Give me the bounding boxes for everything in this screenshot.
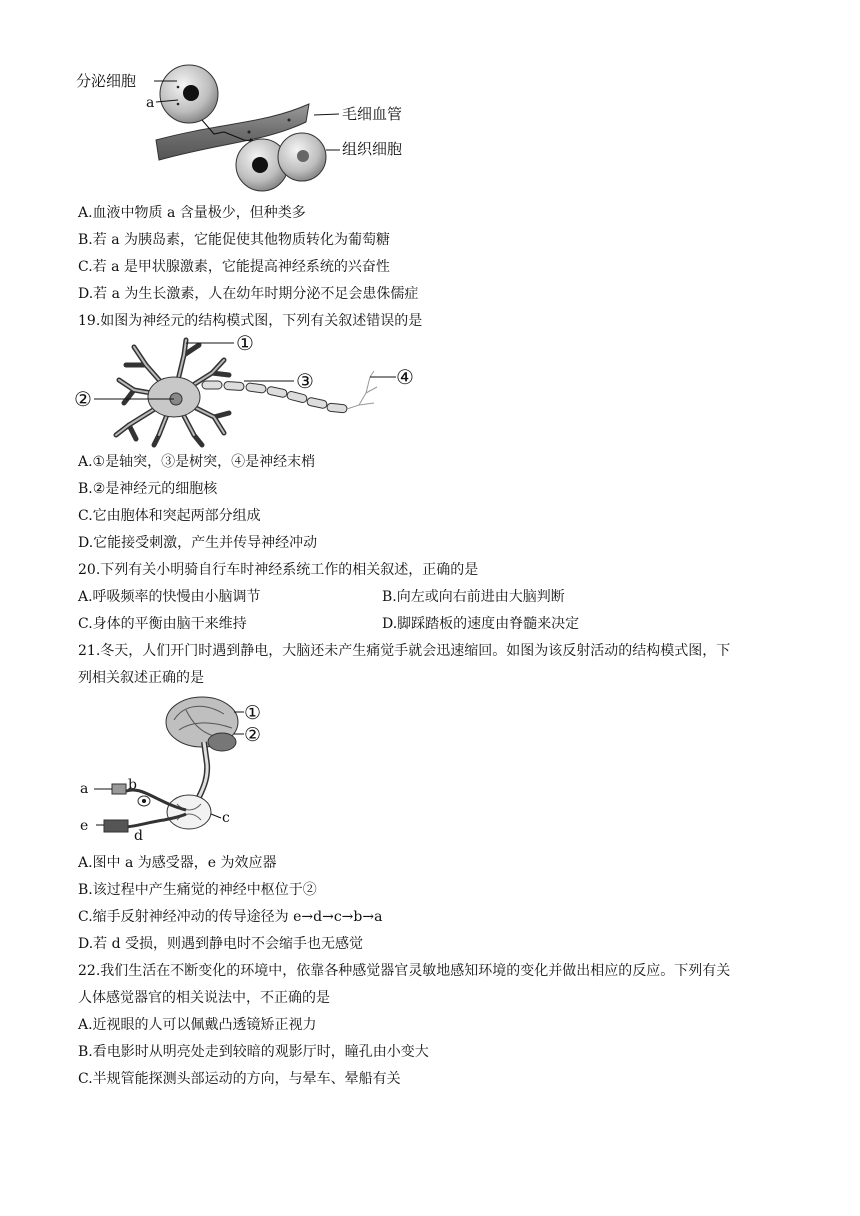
label-a: a — [146, 95, 155, 111]
q18-option-c: C.若 a 是甲状腺激素，它能提高神经系统的兴奋性 — [78, 259, 390, 275]
reflex-label-e: e — [80, 818, 89, 834]
q18-option-a: A.血液中物质 a 含量极少，但种类多 — [78, 205, 306, 221]
effector-shape — [104, 820, 128, 832]
q20-option-d: D.脚踩踏板的速度由脊髓来决定 — [382, 616, 580, 632]
neuron-label-1: ① — [236, 335, 254, 355]
figure-reflex-arc — [74, 692, 274, 844]
label-secretory-cell: 分泌细胞 — [76, 72, 137, 90]
q18-option-d: D.若 a 为生长激素，人在幼年时期分泌不足会患侏儒症 — [78, 286, 419, 302]
q20-stem: 20.下列有关小明骑自行车时神经系统工作的相关叙述，正确的是 — [78, 562, 479, 578]
figure-hormone-secretion — [74, 62, 444, 197]
q22-option-a: A.近视眼的人可以佩戴凸透镜矫正视力 — [78, 1017, 317, 1033]
q21-stem-line1: 21.冬天，人们开门时遇到静电，大脑还未产生痛觉手就会迅速缩回。如图为该反射活动的结构模式图，下 — [78, 643, 731, 659]
reflex-label-1: ① — [244, 702, 262, 724]
reflex-label-d: d — [134, 828, 143, 844]
q18-option-b: B.若 a 为胰岛素，它能促使其他物质转化为葡萄糖 — [78, 232, 390, 248]
q20-option-b: B.向左或向右前进由大脑判断 — [382, 589, 565, 605]
q19-option-a: A.①是轴突，③是树突，④是神经末梢 — [78, 454, 316, 470]
q22-stem-line2: 人体感觉器官的相关说法中，不正确的是 — [78, 990, 330, 1006]
reflex-label-c: c — [222, 810, 230, 826]
cerebellum-shape — [208, 733, 236, 751]
figure-neuron — [74, 335, 434, 450]
reflex-label-b: b — [128, 777, 137, 793]
receptor-shape — [112, 784, 126, 794]
q22-stem-line1: 22.我们生活在不断变化的环境中，依靠各种感觉器官灵敏地感知环境的变化并做出相应的反应。下列有关 — [78, 963, 731, 979]
q22-option-c: C.半规管能探测头部运动的方向，与晕车、晕船有关 — [78, 1071, 401, 1087]
axon-shape — [202, 381, 347, 413]
q21-option-a: A.图中 a 为感受器，e 为效应器 — [78, 855, 277, 871]
reflex-label-a: a — [80, 781, 89, 797]
q19-stem: 19.如图为神经元的结构模式图，下列有关叙述错误的是 — [78, 313, 423, 329]
reflex-label-2: ② — [244, 724, 262, 746]
neuron-label-4: ④ — [396, 365, 414, 389]
label-tissue-cell: 组织细胞 — [342, 140, 403, 158]
q21-option-b: B.该过程中产生痛觉的神经中枢位于② — [78, 882, 317, 898]
q21-option-c: C.缩手反射神经冲动的传导途径为 e→d→c→b→a — [78, 909, 383, 925]
q19-option-d: D.它能接受刺激，产生并传导神经冲动 — [78, 535, 318, 551]
q20-option-c: C.身体的平衡由脑干来维持 — [78, 616, 247, 632]
neuron-label-3: ③ — [296, 369, 314, 393]
q19-option-b: B.②是神经元的细胞核 — [78, 481, 218, 497]
q21-option-d: D.若 d 受损，则遇到静电时不会缩手也无感觉 — [78, 936, 364, 952]
q22-option-b: B.看电影时从明亮处走到较暗的观影厅时，瞳孔由小变大 — [78, 1044, 429, 1060]
q20-option-a: A.呼吸频率的快慢由小脑调节 — [78, 589, 261, 605]
spinal-cord-section — [167, 795, 211, 829]
label-capillary: 毛细血管 — [342, 105, 403, 123]
neuron-label-2: ② — [74, 387, 92, 411]
q19-option-c: C.它由胞体和突起两部分组成 — [78, 508, 261, 524]
q21-stem-line2: 列相关叙述正确的是 — [78, 670, 204, 686]
